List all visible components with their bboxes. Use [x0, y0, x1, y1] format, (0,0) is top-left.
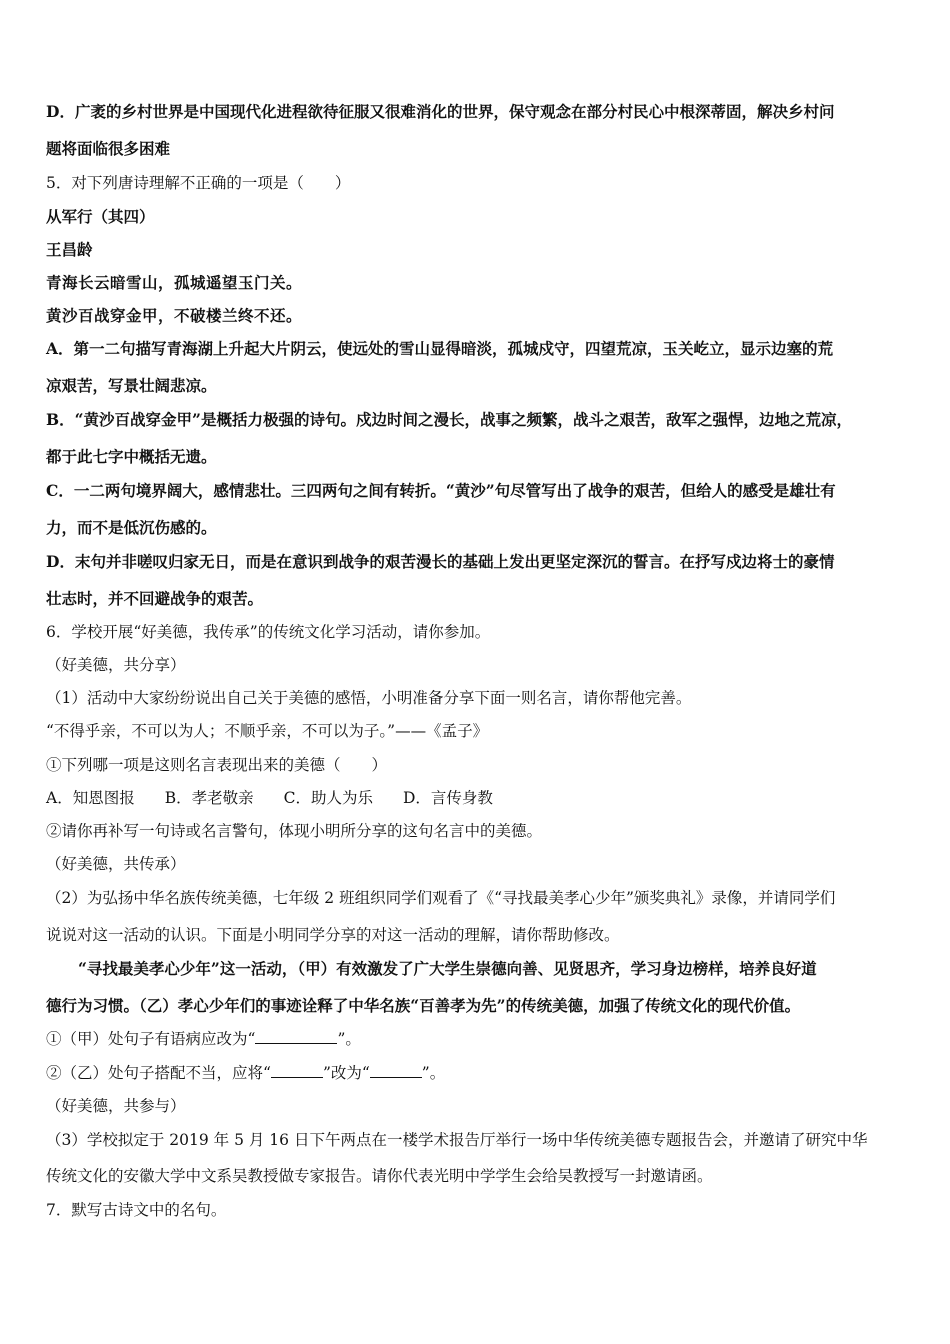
- answer-blank-2[interactable]: [271, 1063, 323, 1078]
- answer-blank-3[interactable]: [370, 1063, 422, 1078]
- q6-sub1-question2: ②请你再补写一句诗或名言警句，体现小明所分享的这句名言中的美德。: [46, 822, 543, 840]
- option-a: A．知恩图报: [46, 789, 135, 807]
- q7-stem: 7．默写古诗文中的名句。: [46, 1201, 227, 1219]
- q4-option-d-line2: 题将面临很多困难: [46, 139, 171, 158]
- q5-option-d-line2: 壮志时，并不回避战争的艰苦。: [46, 589, 264, 608]
- q5-option-b-line2: 都于此七字中概括无遗。: [46, 447, 217, 466]
- q6-section-participate: （好美德，共参与）: [46, 1097, 186, 1115]
- fill-blank-yi: ②（乙）处句子搭配不当，应将“ ”改为“ ”。: [46, 1064, 446, 1082]
- poem-author: 王昌龄: [46, 240, 93, 259]
- q6-sub2-line2: 说说对这一活动的认识。下面是小明同学分享的对这一活动的理解，请你帮助修改。: [46, 926, 620, 944]
- q6-sub1-options: [46, 788, 523, 808]
- q5-option-c-line2: 力，而不是低沉伤感的。: [46, 518, 217, 537]
- q6-sub1: （1）活动中大家纷纷说出自己关于美德的感悟，小明准备分享下面一则名言，请你帮他完善。: [46, 689, 692, 707]
- q4-option-d-line1: D．广袤的乡村世界是中国现代化进程欲待征服又很难消化的世界，保守观念在部分村民心中根深蒂固，解决乡村问: [46, 102, 835, 121]
- q5-stem: 5．对下列唐诗理解不正确的一项是（ ）: [46, 174, 351, 192]
- mencius-quote: “不得乎亲，不可以为人；不顺乎亲，不可以为子。”——《孟子》: [46, 722, 489, 740]
- poem-line-1: 青海长云暗雪山，孤城遥望玉门关。: [46, 273, 303, 292]
- q5-option-b-line1: B．“黄沙百战穿金甲”是概括力极强的诗句。戍边时间之漫长，战事之频繁，战斗之艰苦，敌军之强悍，边地之荒凉，: [46, 410, 852, 429]
- passage-line1: “寻找最美孝心少年”这一活动，（甲）有效激发了广大学生崇德向善、见贤思齐，学习身边榜样，培养良好道: [78, 959, 817, 978]
- poem-title: 从军行（其四）: [46, 207, 155, 226]
- q6-stem: 6．学校开展“好美德，我传承”的传统文化学习活动，请你参加。: [46, 623, 491, 641]
- q6-sub3-line2: 传统文化的安徽大学中文系吴教授做专家报告。请你代表光明中学学生会给吴教授写一封邀请函。: [46, 1167, 713, 1185]
- q5-option-a-line2: 凉艰苦，写景壮阔悲凉。: [46, 376, 217, 395]
- q5-option-a-line1: A．第一二句描写青海湖上升起大片阴云，使远处的雪山显得暗淡，孤城戍守，四望荒凉，玉关屹立，显示边塞的荒: [46, 339, 834, 358]
- q4-option-d-label: D．: [46, 102, 75, 121]
- q5-option-c-line1: C．一二两句境界阔大，感情悲壮。三四两句之间有转折。“黄沙”句尽管写出了战争的艰苦，但给人的感受是雄壮有: [46, 481, 836, 500]
- option-b: B．孝老敬亲: [164, 789, 254, 807]
- q6-sub1-question1: ①下列哪一项是这则名言表现出来的美德（ ）: [46, 756, 388, 774]
- q6-sub3-line1: （3）学校拟定于 2019 年 5 月 16 日下午两点在一楼学术报告厅举行一场中华传统美德专题报告会，并邀请了研究中华: [46, 1131, 868, 1149]
- q6-sub2-line1: （2）为弘扬中华名族传统美德，七年级 2 班组织同学们观看了《“寻找最美孝心少年”颁奖典礼》录像，并请同学们: [46, 889, 836, 907]
- passage-line2: 德行为习惯。（乙）孝心少年们的事迹诠释了中华名族“百善孝为先”的传统美德，加强了传统文化的现代价值。: [46, 996, 801, 1015]
- option-c: C．助人为乐: [283, 789, 373, 807]
- q6-section-inherit: （好美德，共传承）: [46, 855, 186, 873]
- q6-section-share: （好美德，共分享）: [46, 656, 186, 674]
- answer-blank-1[interactable]: [255, 1029, 337, 1044]
- q5-option-d-line1: D．末句并非嗟叹归家无日，而是在意识到战争的艰苦漫长的基础上发出更坚定深沉的誓言。在抒写戍边将士的豪情: [46, 552, 835, 571]
- fill-blank-jia: ①（甲）处句子有语病应改为“ ”。: [46, 1030, 361, 1048]
- poem-line-2: 黄沙百战穿金甲，不破楼兰终不还。: [46, 306, 303, 325]
- option-d: D．言传身教: [402, 789, 493, 807]
